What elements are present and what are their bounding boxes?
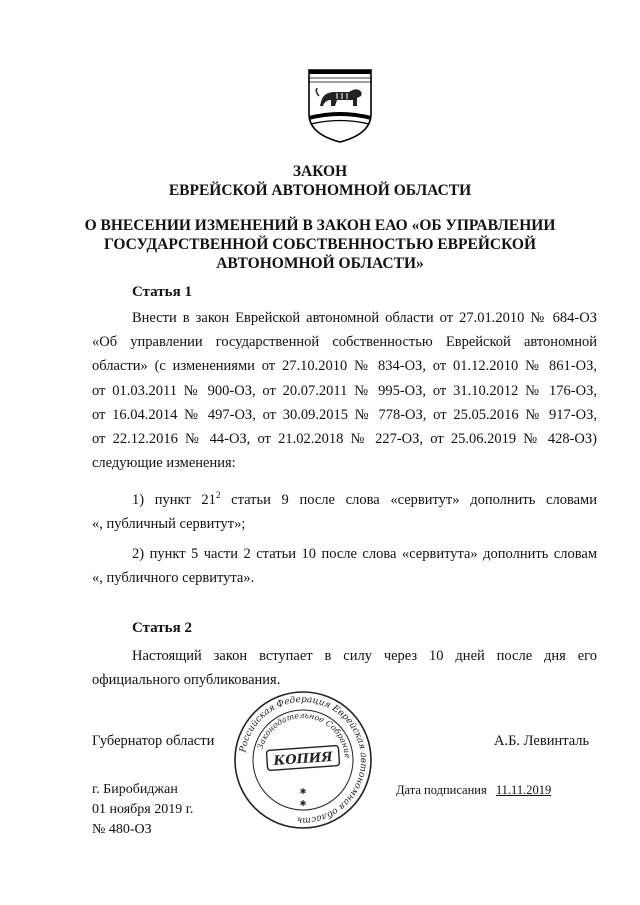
article-1-line: следующие изменения: [92,455,236,471]
signer-position: Губернатор области [92,733,215,749]
article-1-line: от 22.12.2016 № 44-ОЗ, от 21.02.2018 № 227-ОЗ, от 25.06.2019 № 428-ОЗ) [92,431,597,448]
article-1-item-2: 2) пункт 5 части 2 статьи 10 после слова «сервитута» дополнить словам [132,546,597,562]
article-2-heading: Статья 2 [132,620,192,636]
signing-date-label: Дата подписания [396,783,487,797]
place-date-block [92,780,193,840]
seal-stamp [233,690,373,830]
seal-copy-label: КОПИЯ [273,749,334,770]
signing-date-block [396,780,551,800]
article-1-line: области» (с изменениями от 27.10.2010 № 834-ОЗ, от 01.12.2010 № 861-ОЗ, [92,358,597,375]
city: г. Биробиджан [92,782,178,797]
article-1-heading: Статья 1 [132,284,192,300]
seal-inner-text: Законодательное Собрание [255,710,352,759]
seal-star-icon: ✱ [299,787,307,796]
article-1-line: Внести в закон Еврейской автономной области от 27.01.2010 № 684-ОЗ [132,310,597,326]
article-1-text [92,306,597,451]
law-subtitle: О ВНЕСЕНИИ ИЗМЕНЕНИЙ В ЗАКОН ЕАО «ОБ УПРАВЛЕНИИ ГОСУДАРСТВЕННОЙ СОБСТВЕННОСТЬЮ ЕВРЕЙСКОЙ АВТОНОМНОЙ ОБЛАСТИ» [84,217,556,272]
law-title: ЗАКОН ЕВРЕЙСКОЙ АВТОНОМНОЙ ОБЛАСТИ [168,163,472,199]
seal-outer-text: Российская Федерация Еврейская автономная область [238,694,369,826]
article-1-line: «Об управлении государственной собственностью Еврейской автономной [92,334,597,351]
article-1-line: от 16.04.2014 № 497-ОЗ, от 30.09.2015 № 778-ОЗ, от 25.05.2016 № 917-ОЗ, [92,406,597,423]
adoption-date: 01 ноября 2019 г. [92,802,194,817]
coat-of-arms-icon [307,68,373,144]
law-number: № 480-ОЗ [92,822,152,837]
signer-name: А.Б. Левинталь [494,733,590,749]
article-2-text: Настоящий закон вступает в силу через 10 дней после дня его [132,648,597,664]
article-1-item-1: 1) пункт $21^2$ статьи 9 после слова «сервитут» дополнить словами [132,490,597,508]
article-1-line: от 01.03.2011 № 900-ОЗ, от 20.07.2011 № 995-ОЗ, от 31.10.2012 № 176-ОЗ, [92,382,597,399]
signing-date-value: 11.11.2019 [495,783,552,797]
seal-star-icon: ✱ [299,799,307,808]
